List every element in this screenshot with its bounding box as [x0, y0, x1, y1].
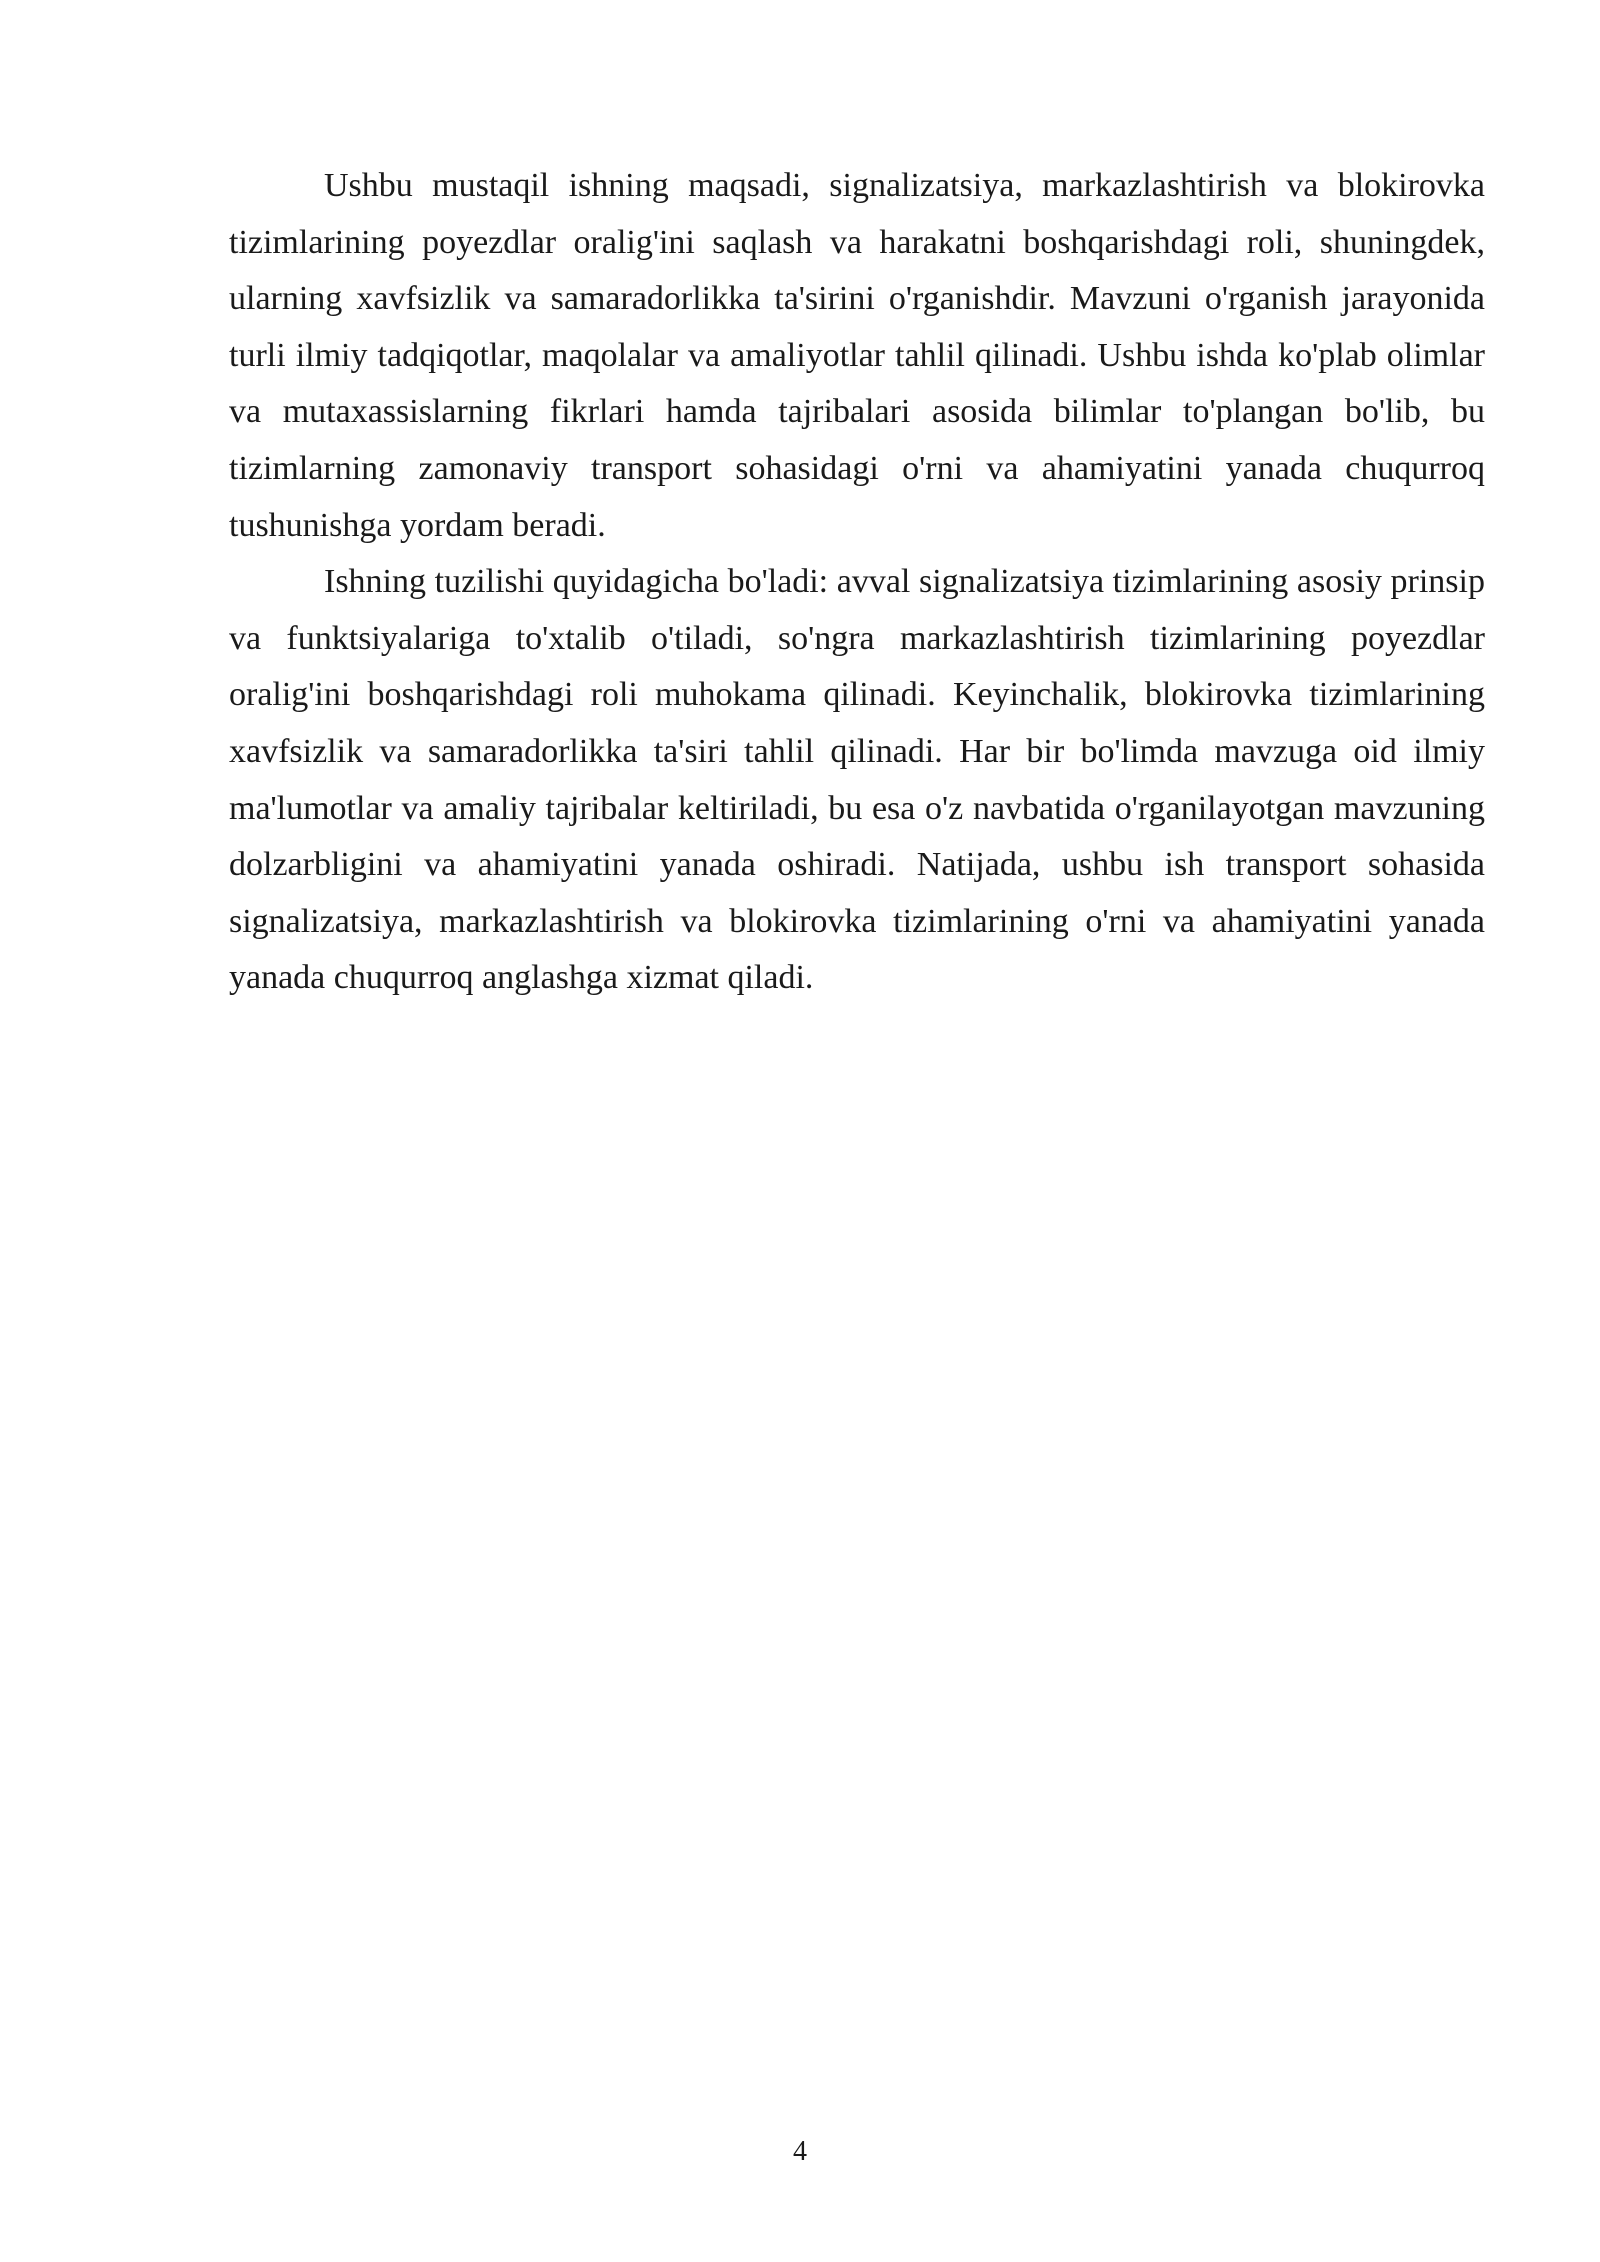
- paragraph-structure: Ishning tuzilishi quyidagicha bo'ladi: avval signalizatsiya tizimlarining asosiy prinsip va funktsiyalariga to'xtalib o'tiladi, so'ngra markazlashtirish tizimlarining poyezdlar oralig'ini boshqarishdagi roli muhokama qilinadi. Keyinchalik, blokirovka tizimlarining xavfsizlik va samaradorlikka ta'siri tahlil qilinadi. Har bir bo'limda mavzuga oid ilmiy ma'lumotlar va amaliy tajribalar keltiriladi, bu esa o'z navbatida o'rganilayotgan mavzuning dolzarbligini va ahamiyatini yanada oshiradi. Natijada, ushbu ish transport sohasida signalizatsiya, markazlashtirish va blokirovka tizimlarining o'rni va ahamiyatini yanada yanada chuqurroq anglashga xizmat qiladi.: [229, 563, 1485, 997]
- page-number: 4: [793, 2136, 807, 2167]
- body-text: [229, 158, 1485, 1007]
- paragraph-purpose: Ushbu mustaqil ishning maqsadi, signalizatsiya, markazlashtirish va blokirovka tizimlarining poyezdlar oralig'ini saqlash va harakatni boshqarishdagi roli, shuningdek, ularning xavfsizlik va samaradorlikka ta'sirini o'rganishdir. Mavzuni o'rganish jarayonida turli ilmiy tadqiqotlar, maqolalar va amaliyotlar tahlil qilinadi. Ushbu ishda ko'plab olimlar va mutaxassislarning fikrlari hamda tajribalari asosida bilimlar to'plangan bo'lib, bu tizimlarning zamonaviy transport sohasidagi o'rni va ahamiyatini yanada chuqurroq tushunishga yordam beradi.: [229, 167, 1485, 544]
